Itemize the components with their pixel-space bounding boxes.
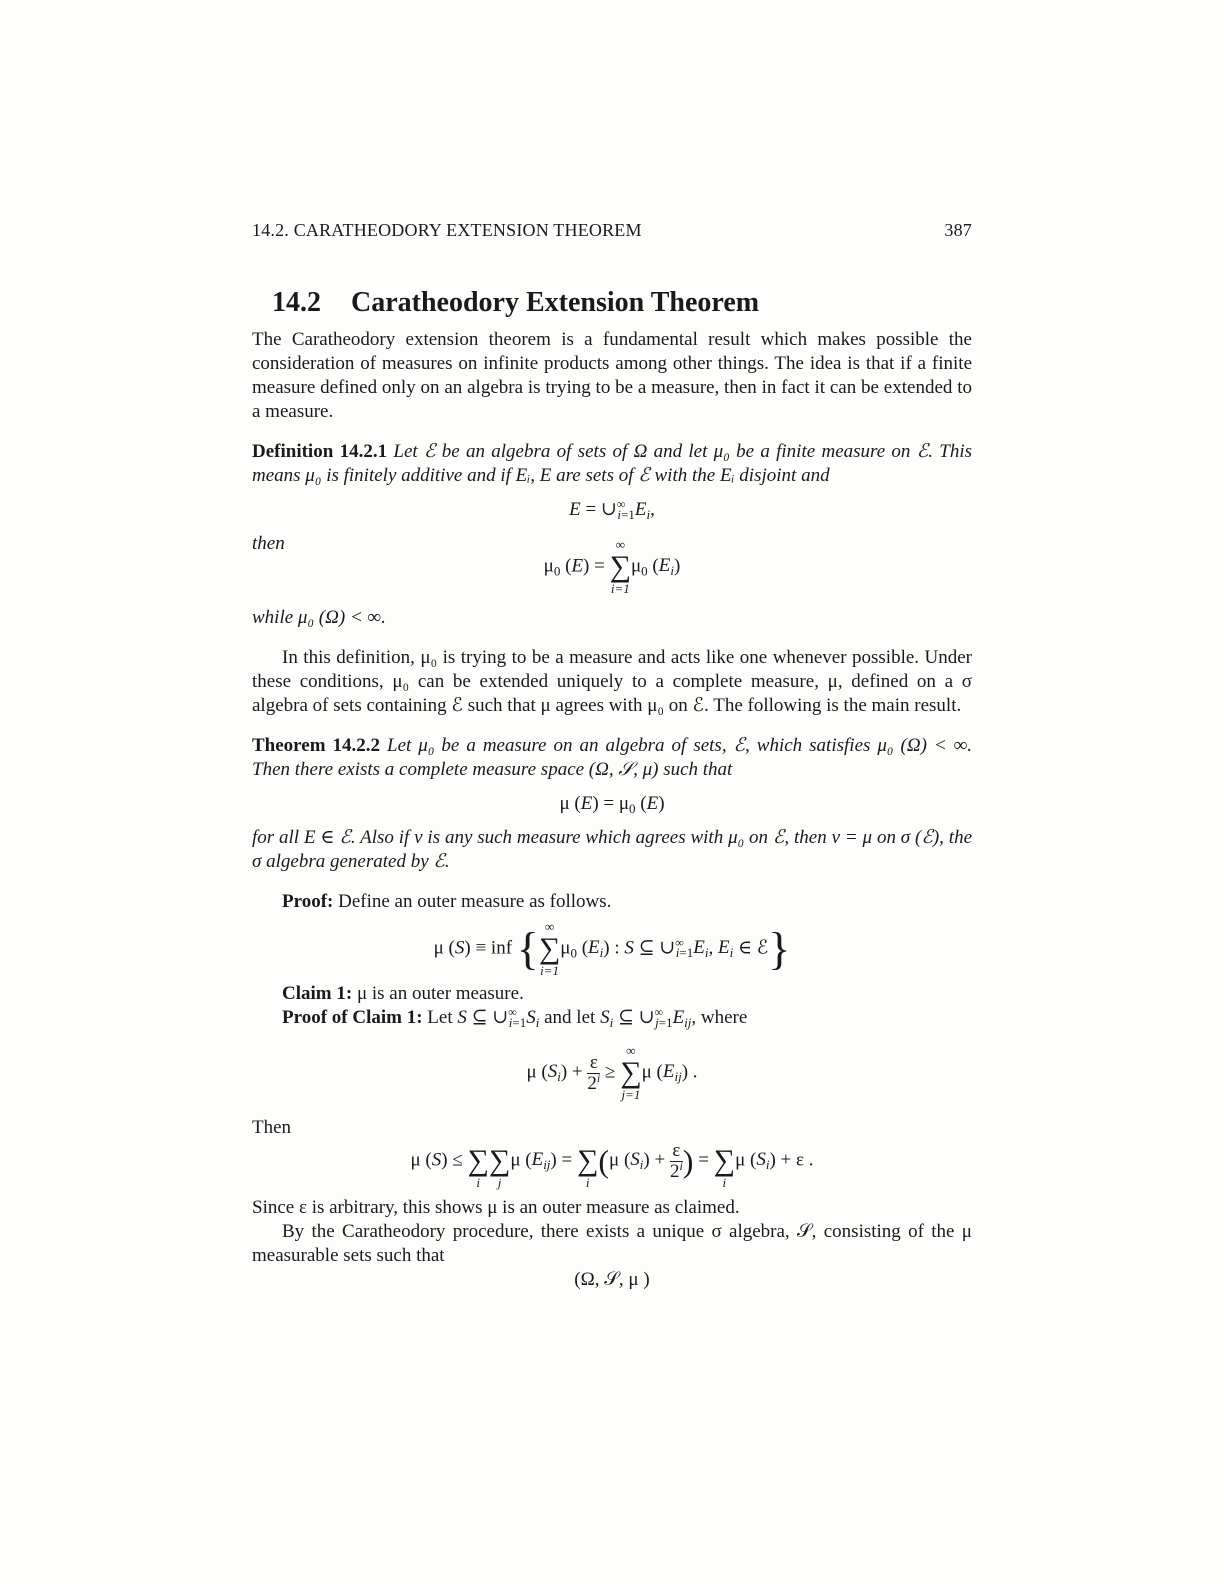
proof-label: Proof:: [282, 891, 334, 912]
claim-label: Claim 1:: [282, 983, 353, 1004]
section-heading: [272, 286, 972, 320]
section-number: 14.2: [272, 287, 321, 318]
display-equation-union: $E = \cup^\infty_{i=1}E_i$,: [569, 497, 655, 522]
caratheodory-paragraph: By the Caratheodory procedure, there exists a unique σ algebra, 𝒮, consisting of the μ measurable sets such that: [252, 1221, 972, 1266]
after-definition-paragraph: In this definition, μ₀ is trying to be a measure and acts like one whenever possible. Under these conditions, μ₀ can be extended uniquely to a complete measure, μ, defined on a σ algebra of sets containing ℰ such that μ agrees with μ₀ on ℰ. The following is the main result.: [252, 647, 972, 716]
definition-then: then: [252, 533, 285, 554]
running-header: [252, 218, 972, 242]
definition-text: Let ℰ be an algebra of sets of Ω and let μ₀ be a finite measure on ℰ. This means μ₀ is finitely additive and if Eᵢ, E are sets of ℰ with the Eᵢ disjoint and: [252, 441, 973, 486]
since-paragraph: Since ε is arbitrary, this shows μ is an outer measure as claimed.: [252, 1197, 740, 1218]
display-equation-outer-measure: μ (S) ≡ inf { ∞ ∑ i=1 $\mu_0$ $(E_i)$ : S ⊆ $\cup^\infty_{i=1}E_i$, $E_i$ ∈ ℰ}: [433, 919, 791, 978]
display-equation-agree: μ $(E) = \mu_0$ (E): [559, 793, 665, 816]
intro-paragraph: The Caratheodory extension theorem is a fundamental result which makes possible the consideration of measures on infinite products among other things. The idea is that if a finite measure defined only on an algebra is trying to be a measure, then in fact it can be extended to a measure.: [252, 329, 972, 422]
then-label: Then: [252, 1117, 292, 1138]
page-body: [252, 218, 972, 1302]
definition-label: Definition 14.2.1: [252, 441, 388, 462]
section-title: Caratheodory Extension Theorem: [351, 287, 760, 318]
theorem-continuation: for all E ∈ ℰ. Also if ν is any such measure which agrees with μ₀ on ℰ, then ν = μ on σ (ℰ), the σ algebra generated by ℰ.: [252, 827, 972, 872]
theorem-label: Theorem 14.2.2: [252, 735, 381, 756]
display-equation-subadditivity: μ (S) ≤ ∑ i ∑ j μ $(E_{ij})$ = ∑ i (μ $(S_i)$ + $\frac{\varepsilon}{2^i}$ ) = ∑ i μ $(S_i) + \varepsilon$ .: [410, 1139, 814, 1190]
definition-while: while μ₀ (Ω) < ∞.: [252, 607, 386, 628]
running-title: 14.2. CARATHEODORY EXTENSION THEOREM: [252, 220, 642, 240]
definition-paragraph: [252, 440, 972, 488]
proof-paragraph: [252, 890, 972, 914]
display-equation-epsilon-bound: μ $(S_i)$ + $\frac{\varepsilon}{2^i}$ ≥ ∞ ∑ j=1 μ $(E_{ij})$ .: [526, 1043, 698, 1102]
claim-paragraph: [252, 982, 972, 1006]
page-number: 387: [944, 220, 972, 240]
proof-text: Define an outer measure as follows.: [333, 891, 612, 912]
proof-of-claim-label: Proof of Claim 1:: [282, 1007, 423, 1028]
proof-of-claim-paragraph: Proof of Claim 1: Let S ⊆ $\cup^\infty_{i=1}S_i$ and let $S_i$ ⊆ $\cup^\infty_{j=1}E_{ij}$, where: [282, 1005, 748, 1030]
theorem-paragraph: [252, 734, 972, 782]
claim-text: μ is an outer measure.: [352, 983, 524, 1004]
display-measure-space: (Ω, 𝒮, μ ): [574, 1269, 650, 1290]
display-equation-countable-additivity: $\mu_0$ (E) = ∞ ∑ i=1 $\mu_0$ $(E_i)$: [543, 537, 681, 596]
theorem-text: Let μ₀ be a measure on an algebra of sets, ℰ, which satisfies μ₀ (Ω) < ∞. Then there exists a complete measure space (Ω, 𝒮, μ) such that: [252, 735, 973, 780]
